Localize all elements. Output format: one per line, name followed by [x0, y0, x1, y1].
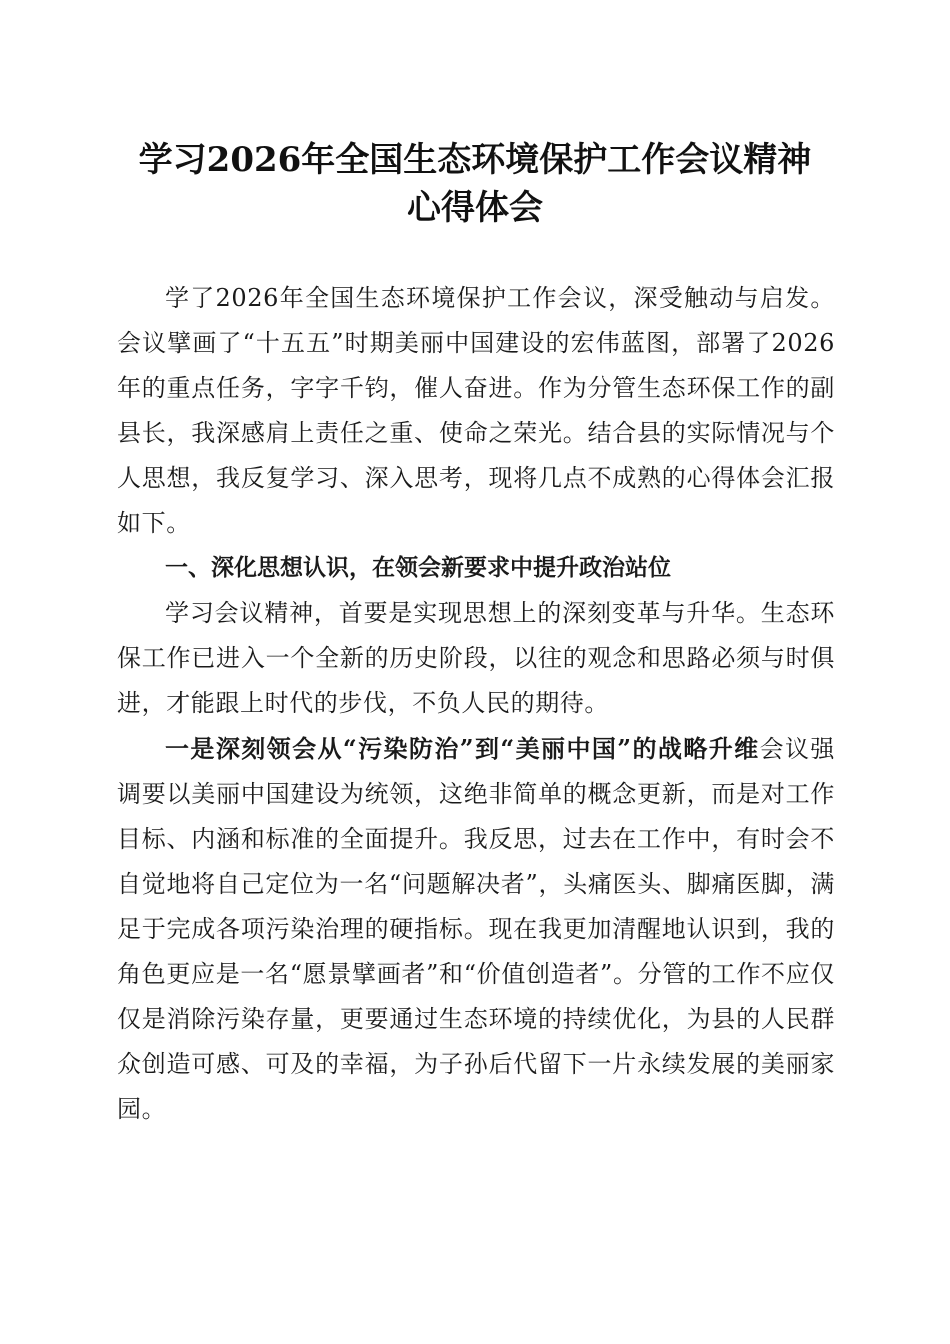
point1-paragraph — [117, 726, 835, 1132]
intro-paragraph: 学了2026年全国生态环境保护工作会议，深受触动与启发。会议擘画了“十五五”时期美丽中国建设的宏伟蓝图，部署了2026年的重点任务，字字千钧，催人奋进。作为分管生态环保工作的副县长，我深感肩上责任之重、使命之荣光。结合县的实际情况与个人思想，我反复学习、深入思考，现将几点不成熟的心得体会汇报如下。 — [117, 284, 835, 537]
document-title-line1: 学习2026年全国生态环境保护工作会议精神 — [138, 140, 812, 180]
document-body — [117, 276, 835, 1132]
section1-paragraph: 学习会议精神，首要是实现思想上的深刻变革与升华。生态环保工作已进入一个全新的历史阶段，以往的观念和思路必须与时俱进，才能跟上时代的步伐，不负人民的期待。 — [117, 599, 835, 717]
document-title-line2: 心得体会 — [407, 188, 543, 228]
section1-heading: 一、深化思想认识，在领会新要求中提升政治站位 — [165, 555, 671, 581]
point1-heading: 一是深刻领会从“污染防治”到“美丽中国”的战略升维 — [165, 734, 760, 763]
point1-body: 会议强调要以美丽中国建设为统领，这绝非简单的概念更新，而是对工作目标、内涵和标准的全面提升。我反思，过去在工作中，有时会不自觉地将自己定位为一名“问题解决者”，头痛医头、脚痛医脚，满足于完成各项污染治理的硬指标。现在我更加清醒地认识到，我的角色更应是一名“愿景擘画者”和“价值创造者”。分管的工作不应仅仅是消除污染存量，更要通过生态环境的持续优化，为县的人民群众创造可感、可及的幸福，为子孙后代留下一片永续发展的美丽家园。 — [117, 735, 835, 1123]
